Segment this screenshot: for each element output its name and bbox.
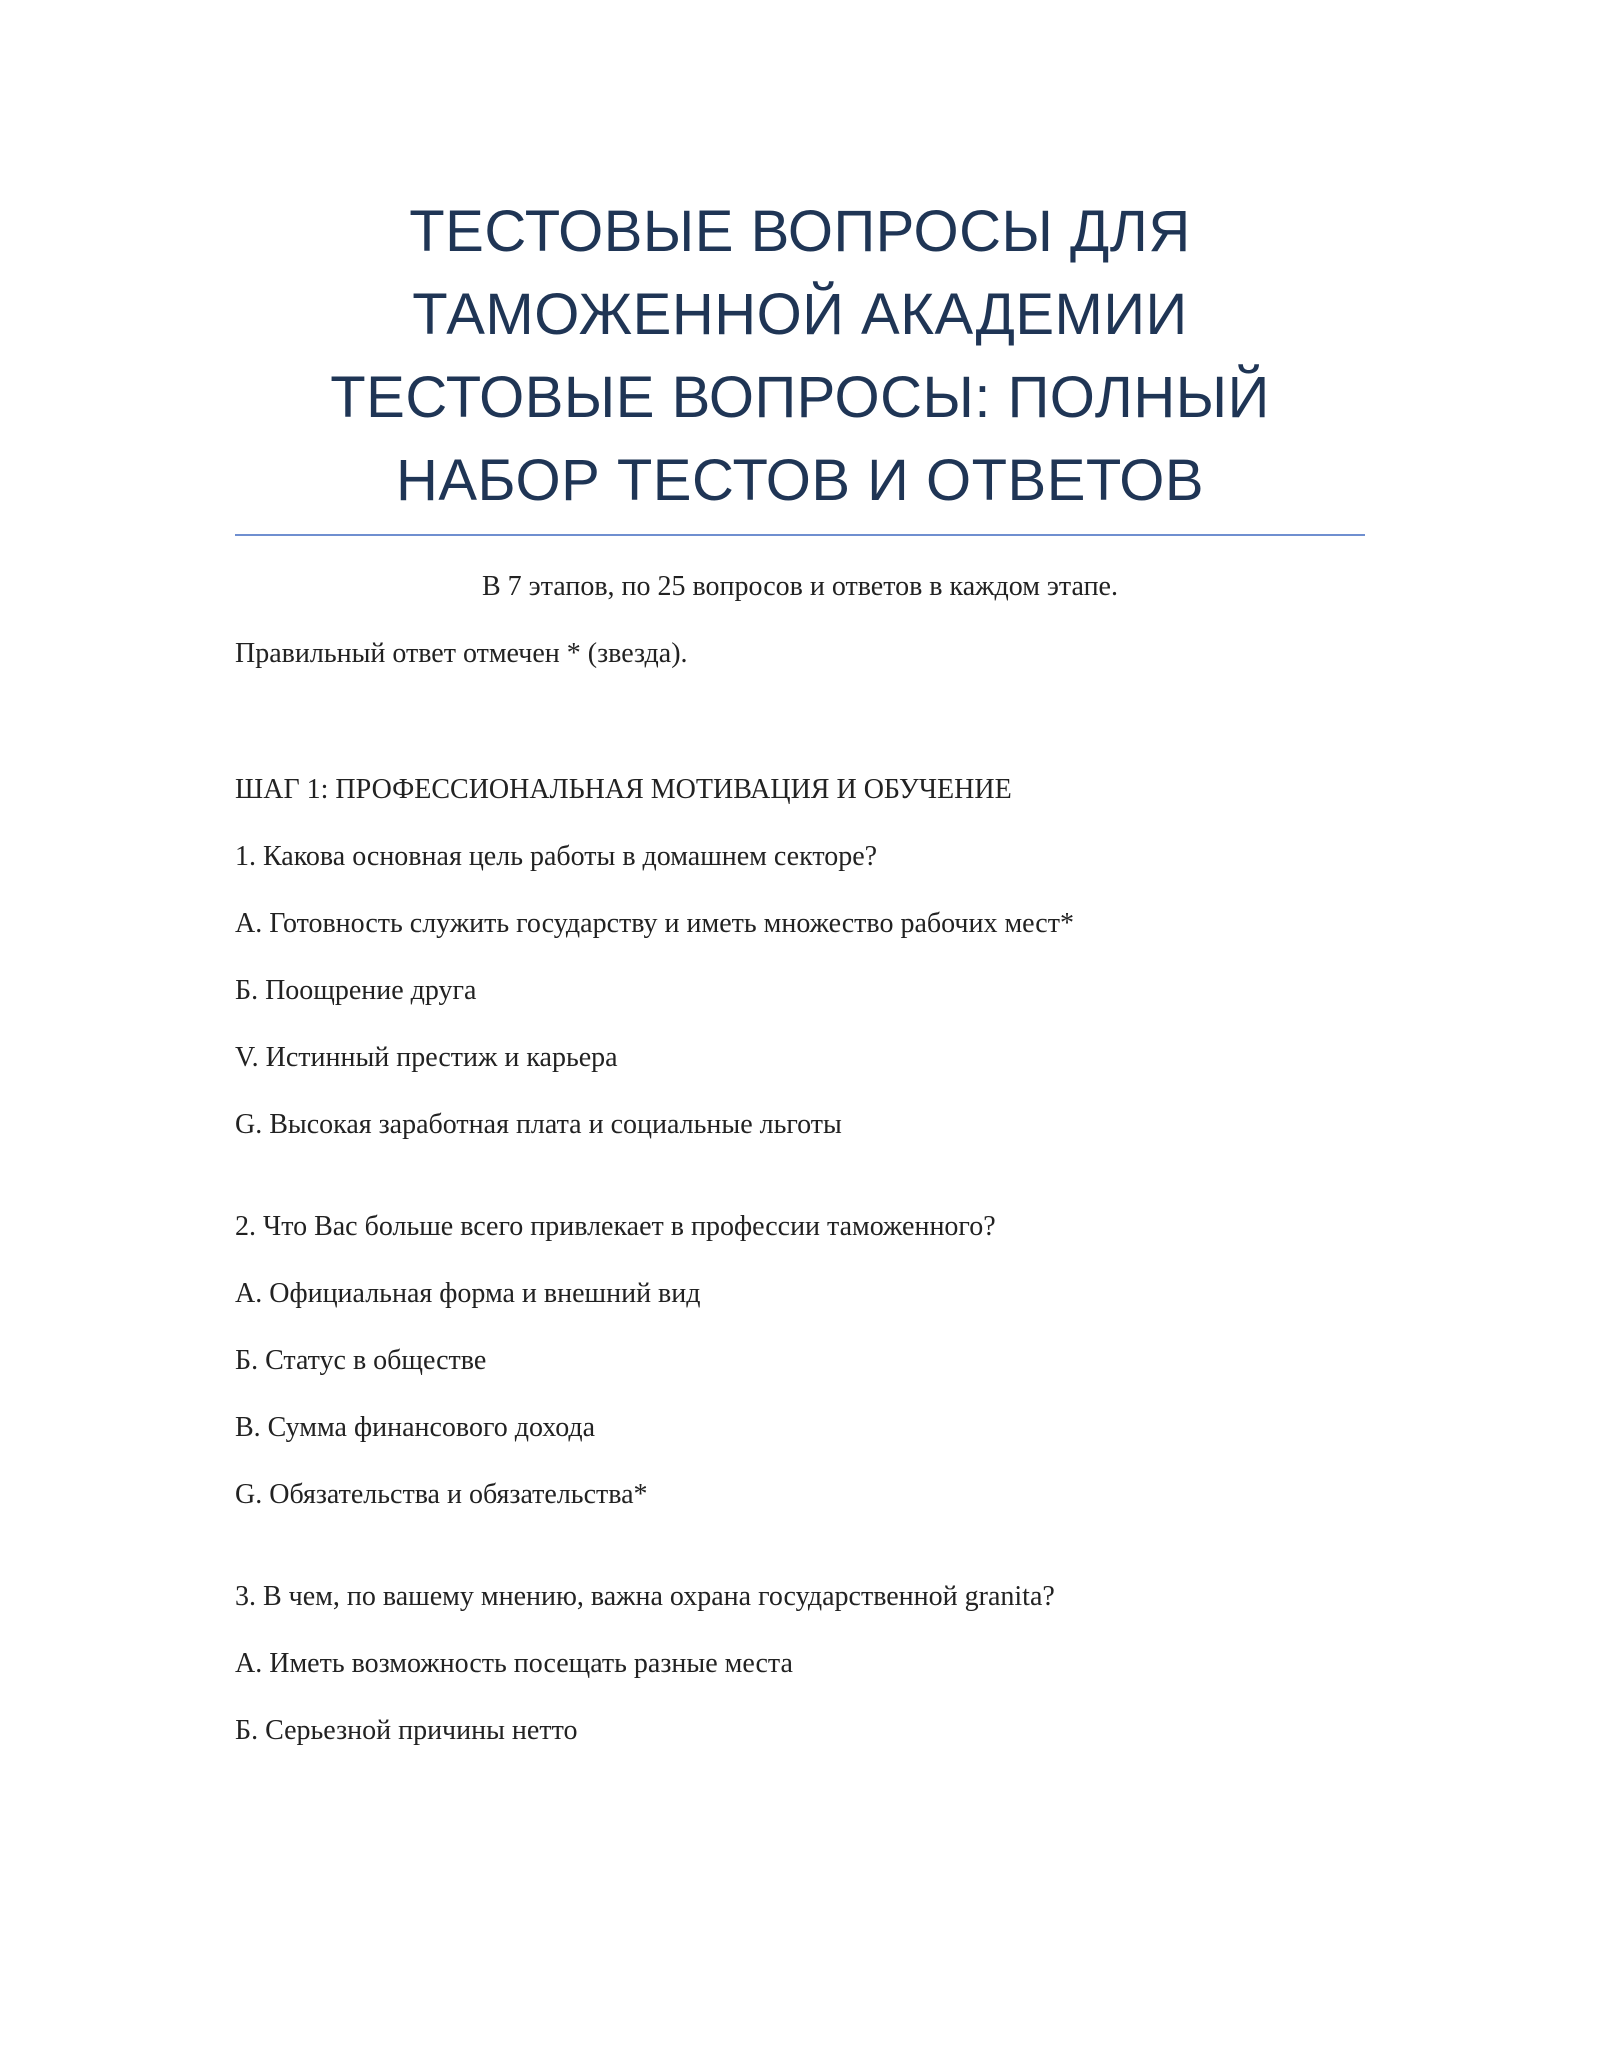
answer-option: А. Официальная форма и внешний вид xyxy=(235,1278,701,1309)
document-page xyxy=(235,190,1365,1748)
question-text: 1. Какова основная цель работы в домашнем секторе? xyxy=(235,841,878,872)
answer-option: V. Истинный престиж и карьера xyxy=(235,1042,618,1073)
title-divider xyxy=(235,534,1365,536)
question-block-3 xyxy=(235,1580,1365,1748)
intro-stages-text: В 7 этапов, по 25 вопросов и ответов в каждом этапе. xyxy=(482,571,1118,602)
answer-option: Б. Серьезной причины нетто xyxy=(235,1715,578,1746)
answer-option: G. Высокая заработная плата и социальные льготы xyxy=(235,1109,842,1140)
question-block-1 xyxy=(235,840,1365,1142)
step-heading: ШАГ 1: ПРОФЕССИОНАЛЬНАЯ МОТИВАЦИЯ И ОБУЧЕНИЕ xyxy=(235,774,1012,805)
answer-option: Б. Поощрение друга xyxy=(235,975,477,1006)
intro-answer-note: Правильный ответ отмечен * (звезда). xyxy=(235,638,688,669)
answer-option: А. Готовность служить государству и иметь множество рабочих мест* xyxy=(235,908,1074,939)
title-line: НАБОР ТЕСТОВ И ОТВЕТОВ xyxy=(395,448,1205,513)
question-block-2 xyxy=(235,1210,1365,1512)
answer-option: Б. Статус в обществе xyxy=(235,1345,487,1376)
document-title xyxy=(235,190,1365,522)
answer-option: G. Обязательства и обязательства* xyxy=(235,1479,648,1510)
question-text: 3. В чем, по вашему мнению, важна охрана государственной granita? xyxy=(235,1581,1055,1612)
title-line: ТАМОЖЕННОЙ АКАДЕМИИ xyxy=(412,282,1188,347)
title-line: ТЕСТОВЫЕ ВОПРОСЫ: ПОЛНЫЙ xyxy=(330,365,1270,430)
title-line: ТЕСТОВЫЕ ВОПРОСЫ ДЛЯ xyxy=(409,199,1191,264)
answer-option: А. Иметь возможность посещать разные места xyxy=(235,1648,793,1679)
answer-option: В. Сумма финансового дохода xyxy=(235,1412,596,1443)
question-text: 2. Что Вас больше всего привлекает в профессии таможенного? xyxy=(235,1211,996,1242)
